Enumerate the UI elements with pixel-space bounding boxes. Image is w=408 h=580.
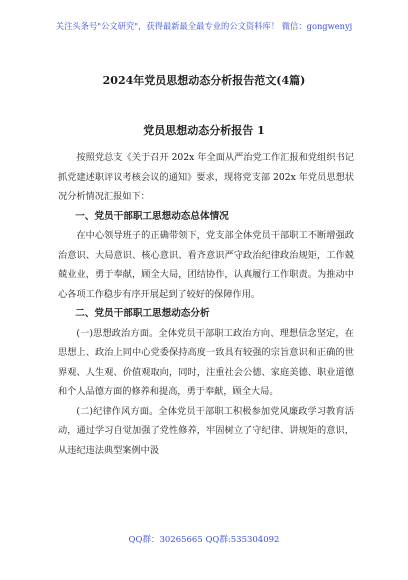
section-heading-2: 二、党员干部职工思想动态分析: [75, 308, 210, 319]
section-heading-1: 一、党员干部职工思想动态总体情况: [75, 210, 229, 222]
report-title: 党员思想动态分析报告 1: [143, 124, 265, 137]
document-title: 2024年党员思想动态分析报告范文(4篇): [102, 74, 306, 87]
document-body: [58, 148, 354, 460]
intro-paragraph: 按照党总支《关于召开 202x 年全面从严治党工作汇报和党组织书记抓党建述职评议考核会议的通知》要求，现将党支部 202x 年党员思想状况分析情况汇报如下：: [58, 152, 354, 202]
footer-contact: QQ群：30265665 QQ群:535304092: [128, 535, 280, 545]
header-banner: 关注头条号"公文研究"，获得最新最全最专业的公文资料库！ 微信：gongwenyj: [55, 21, 353, 31]
body-paragraph-3: (二)纪律作风方面。全体党员干部职工积极参加党风廉政学习教育活动，通过学习自觉加强了党性修养，牢固树立了守纪律、讲规矩的意识，从违纪违法典型案例中汲: [58, 405, 354, 456]
body-paragraph-1: 在中心领导班子的正确带领下，党支部全体党员干部职工不断增强政治意识、大局意识、核心意识、看齐意识严守政治纪律政治规矩，工作兢兢业业，勇于奉献，顾全大局，团结协作，认真履行工作职责。为推动中心各项工作稳步有序开展起到了较好的保障作用。: [58, 230, 354, 300]
body-paragraph-2: (一)思想政治方面。全体党员干部职工政治方向、理想信念坚定，在思想上、政治上同中心党委保持高度一致具有较强的宗旨意识和正确的世界观、人生观、价值观取向，同时，注重社会公德、家庭美德、职业道德和个人品德方面的修养和提高，勇于奉献，顾全大局。: [58, 327, 354, 397]
